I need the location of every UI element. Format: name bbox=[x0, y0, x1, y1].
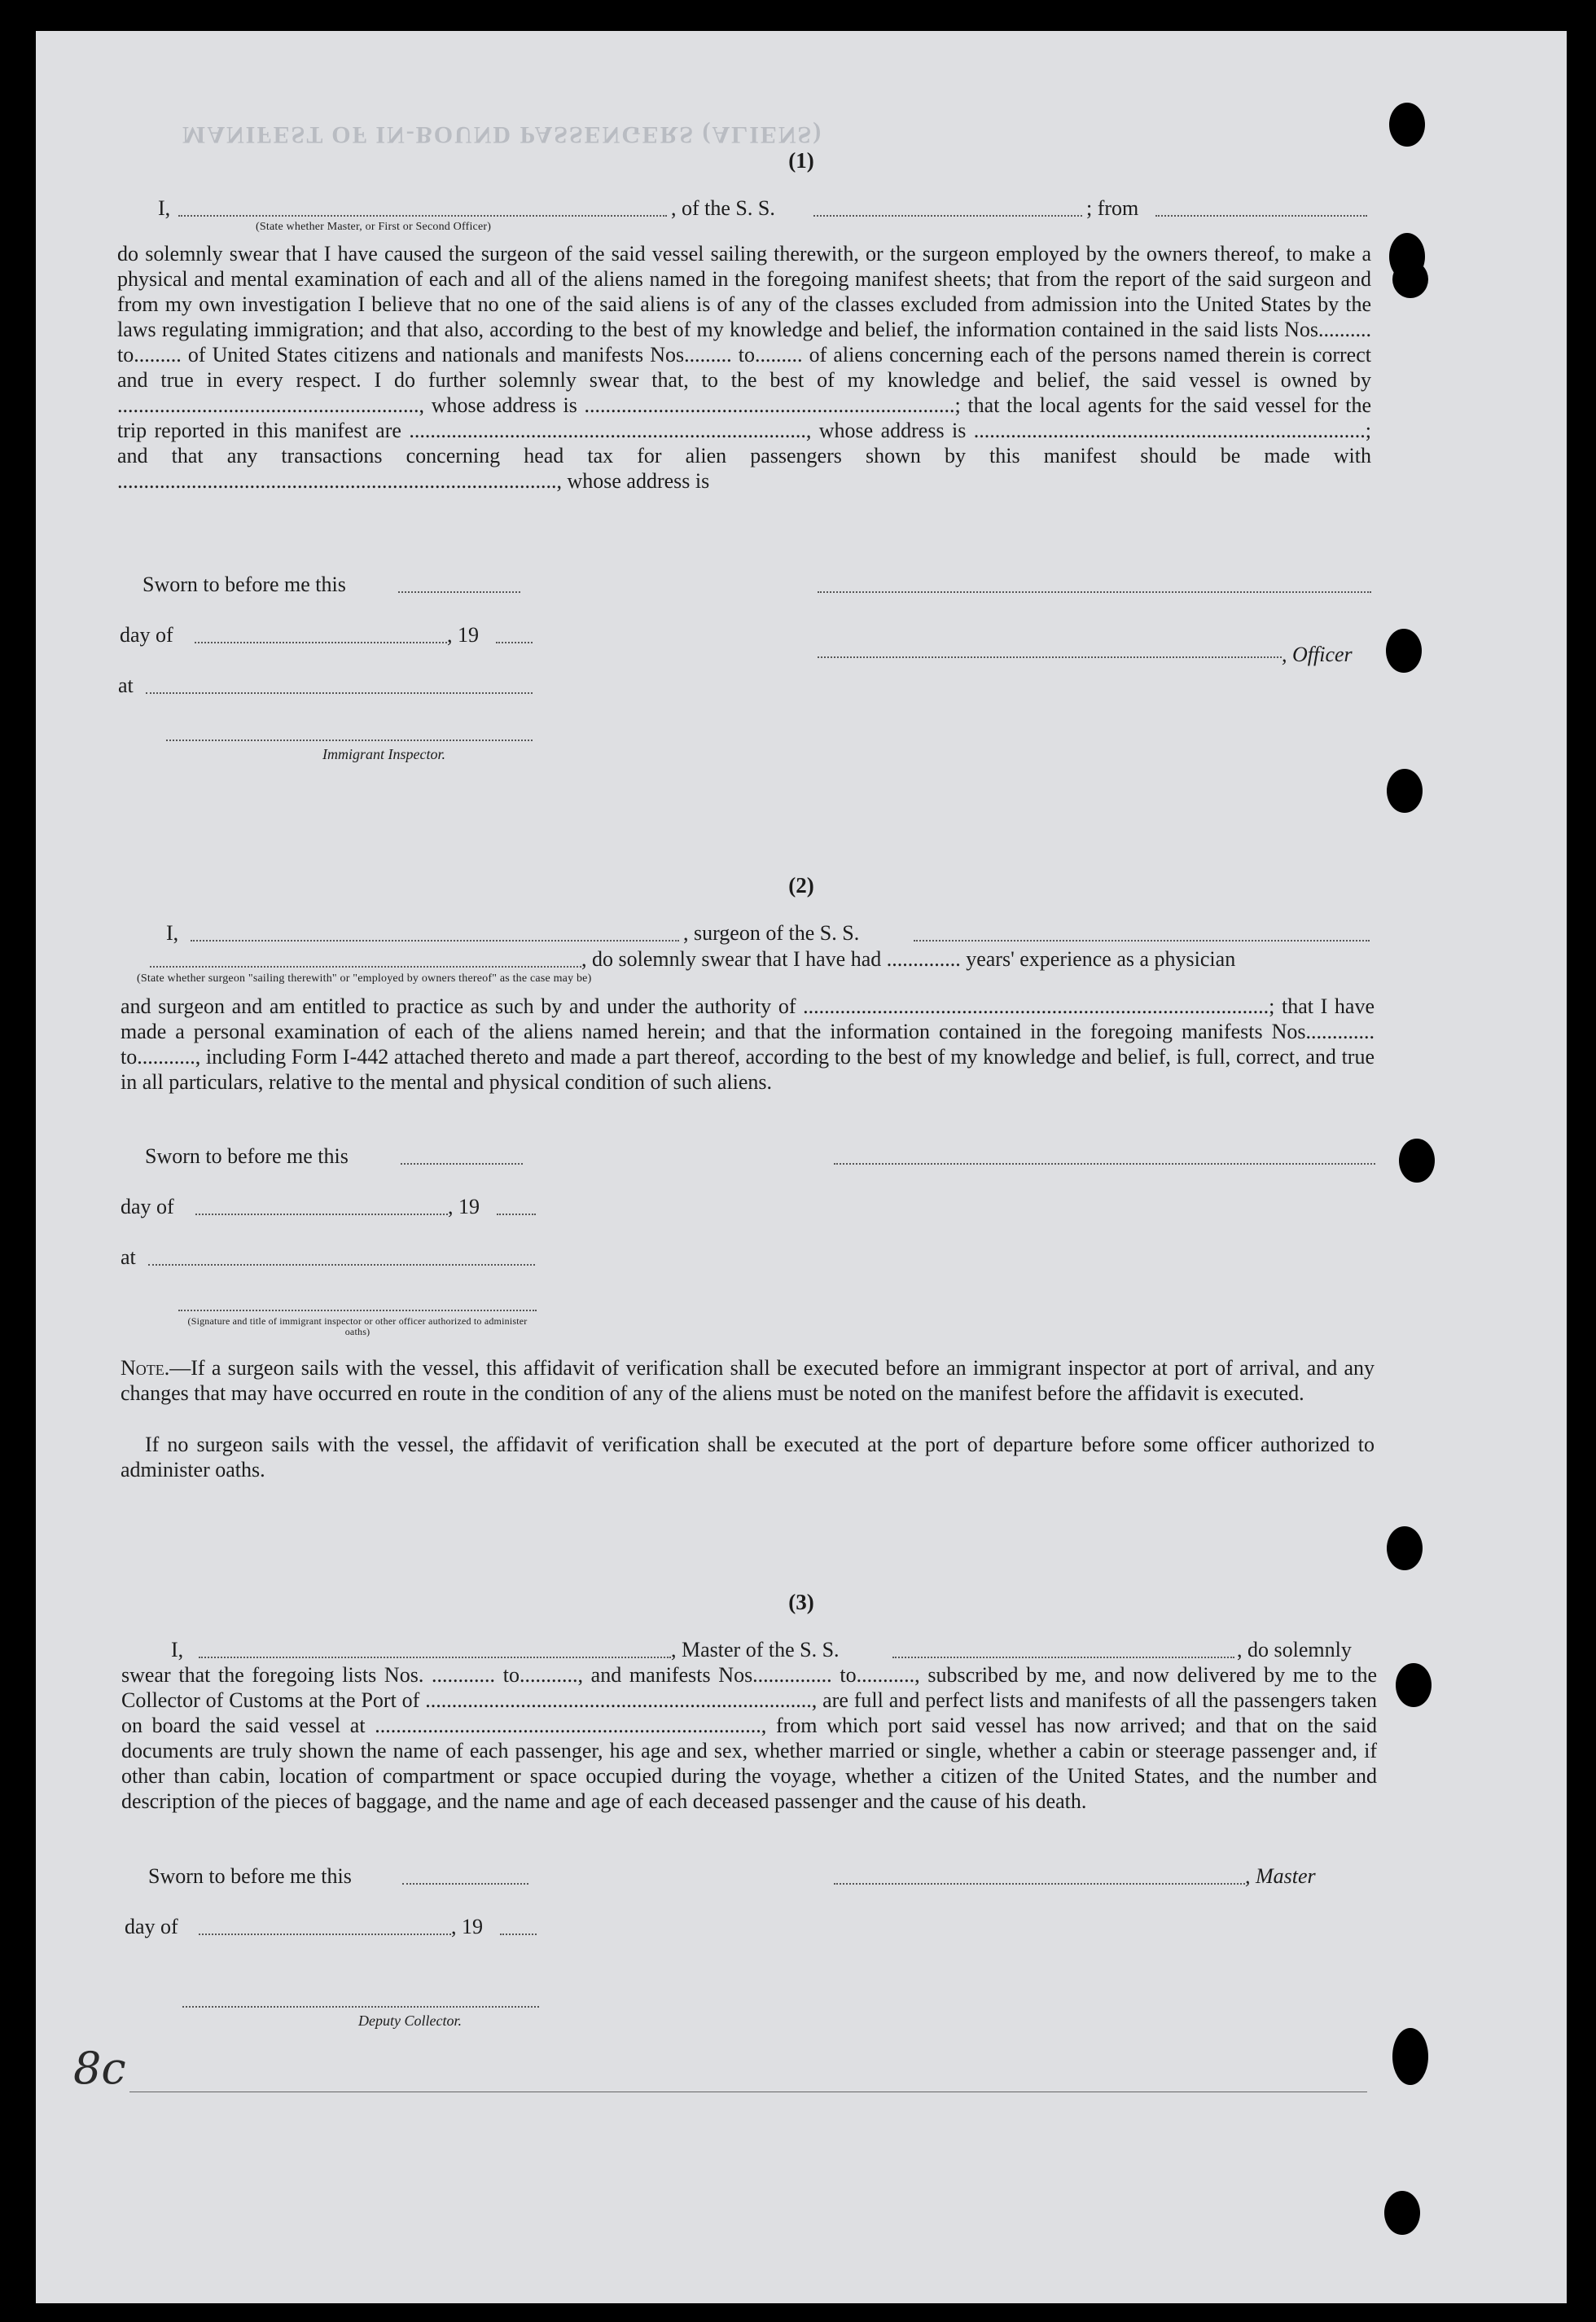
section2-sworn: Sworn to before me this bbox=[145, 1144, 349, 1168]
section3-master-name-field[interactable] bbox=[199, 1657, 671, 1658]
punch-hole bbox=[1387, 769, 1423, 813]
section1-day-field[interactable] bbox=[195, 642, 447, 643]
punch-hole bbox=[1392, 2028, 1428, 2085]
punch-hole bbox=[1384, 2191, 1420, 2235]
officer-label: , Officer bbox=[1282, 643, 1353, 666]
section1-year-field[interactable] bbox=[496, 642, 533, 643]
punch-hole bbox=[1387, 1526, 1423, 1570]
section2-inspector-signature-field[interactable] bbox=[178, 1310, 537, 1311]
section3-prefix: I, bbox=[171, 1638, 184, 1661]
section1-sworn: Sworn to before me this bbox=[142, 573, 346, 596]
surgeon-name-field[interactable] bbox=[191, 940, 679, 942]
inspector-label: Immigrant Inspector. bbox=[322, 746, 445, 762]
section3-number: (3) bbox=[788, 1590, 814, 1614]
section2-number: (2) bbox=[788, 873, 814, 898]
section1-prefix: I, bbox=[158, 196, 171, 220]
section1-body: do solemnly swear that I have caused the surgeon of the said vessel sailing therewith, or the surgeon employed by the owners thereof, to make a physical and mental examination of each and all of the aliens named in the foregoing manifest sheets; that from the report of the said surgeon and from my own investigation I believe that no one of the said aliens is of any of the classes excluded from admission into the United States by the laws regulating immigration; and that also, according to the best of my knowledge and belief, the information contained in the said lists Nos.......... to......... of United States citizens and nationals and manifests Nos......... to......... of aliens concerning each of the persons named therein is correct and true in every respect. I do further solemnly swear that, to the best of my knowledge and belief, the said vessel is owned by ........................................................., whose address is ......................................................................; that the local agents for the said vessel for the trip reported in this manifest are ..........................................................................., whose address is ..........................................................................; and that any transactions concerning head tax for alien passengers shown by this manifest should be made with ..................................................................................., whose address is bbox=[117, 242, 1371, 493]
handwritten-mark: 8c bbox=[73, 2043, 126, 2094]
section3-year: , 19 bbox=[451, 1915, 483, 1938]
section2-line2: , do solemnly swear that I have had .............. years' experience as a physician bbox=[581, 947, 1236, 971]
section2-sworn-field[interactable] bbox=[401, 1163, 523, 1165]
document-page bbox=[36, 31, 1567, 2303]
section3-sworn-field[interactable] bbox=[402, 1883, 528, 1885]
vessel-name-field[interactable] bbox=[813, 215, 1082, 217]
surgeon-status-field[interactable] bbox=[150, 966, 581, 968]
bleed-through-header: MANIFEST OF IN-BOUND PASSENGERS (ALIENS) bbox=[182, 121, 823, 148]
punch-hole bbox=[1399, 1139, 1435, 1183]
master-label: , Master bbox=[1245, 1864, 1316, 1888]
punch-hole bbox=[1396, 1663, 1432, 1707]
punch-hole bbox=[1392, 261, 1428, 298]
master-signature-field[interactable] bbox=[834, 1883, 1245, 1885]
section3-year-field[interactable] bbox=[500, 1934, 537, 1935]
inspector-signature-field[interactable] bbox=[166, 740, 533, 741]
section2-year: , 19 bbox=[448, 1195, 480, 1218]
officer-signature-field[interactable] bbox=[818, 591, 1371, 593]
section2-vessel-field[interactable] bbox=[914, 940, 1370, 942]
section3-sworn: Sworn to before me this bbox=[148, 1864, 352, 1888]
officer-title-field[interactable] bbox=[818, 656, 1282, 658]
section1-year: , 19 bbox=[447, 623, 479, 647]
section3-vessel-field[interactable] bbox=[892, 1657, 1234, 1658]
section2-surgeon-note: (State whether surgeon "sailing therewith" or "employed by owners thereof" as the case may be) bbox=[137, 972, 592, 985]
section1-number: (1) bbox=[788, 148, 814, 173]
section1-at-field[interactable] bbox=[146, 692, 533, 694]
section3-day-field[interactable] bbox=[199, 1934, 451, 1935]
section1-day-of: day of bbox=[120, 623, 173, 647]
section2-note bbox=[121, 1355, 1375, 1406]
note-text: —If a surgeon sails with the vessel, this affidavit of verification shall be executed before an immigrant inspector at port of arrival, and any changes that may have occurred en route in the condition of any of the aliens must be noted on the manifest before the affidavit is executed. bbox=[121, 1356, 1375, 1405]
section2-year-field[interactable] bbox=[497, 1214, 536, 1215]
punch-hole bbox=[1386, 629, 1422, 673]
section3-body: swear that the foregoing lists Nos. ............ to..........., and manifests Nos............... to..........., subscribed by me, and now delivered by me to the Collector of Customs at the Port of ........................................................................., are full and perfect lists and manifests of all the passengers taken on board the said vessel at ........................................................................., from which port said vessel has now arrived; and that on the said documents are truly shown the name of each passenger, his age and sex, whether married or single, whether a cabin or steerage passenger and, if other than cabin, location of compartment or space occupied during the voyage, whether a citizen of the United States, and the number and description of the pieces of baggage, and the name and age of each deceased passenger and the cause of his death. bbox=[121, 1663, 1377, 1813]
section2-prefix: I, bbox=[166, 921, 179, 945]
punch-hole bbox=[1389, 103, 1425, 147]
section1-vessel-label: , of the S. S. bbox=[671, 196, 775, 220]
note-label: Note. bbox=[121, 1356, 170, 1380]
from-port-field[interactable] bbox=[1155, 215, 1367, 217]
collector-label: Deputy Collector. bbox=[358, 2013, 462, 2029]
section2-day-field[interactable] bbox=[195, 1214, 448, 1215]
section3-master-label: , Master of the S. S. bbox=[671, 1638, 840, 1661]
master-name-field[interactable] bbox=[178, 215, 667, 217]
section2-note2: If no surgeon sails with the vessel, the affidavit of verification shall be executed at the port of departure before some officer authorized to administer oaths. bbox=[121, 1433, 1375, 1481]
section3-end-label: , do solemnly bbox=[1237, 1638, 1352, 1661]
surgeon-signature-field[interactable] bbox=[834, 1163, 1375, 1165]
section1-sworn-field[interactable] bbox=[398, 591, 520, 593]
section2-at: at bbox=[121, 1245, 136, 1269]
collector-signature-field[interactable] bbox=[182, 2006, 539, 2008]
section1-from-label: ; from bbox=[1086, 196, 1139, 220]
section2-surgeon-label: , surgeon of the S. S. bbox=[683, 921, 860, 945]
section2-body: and surgeon and am entitled to practice as such by and under the authority of ........................................................................................; that I have made a personal examination of each of the aliens named herein; and that the information contained in the foregoing manifests Nos............. to..........., including Form I-442 attached thereto and made a part thereof, according to the best of my knowledge and belief, is full, correct, and true in all particulars, relative to the mental and physical condition of such aliens. bbox=[121, 994, 1375, 1094]
section3-day-of: day of bbox=[125, 1915, 178, 1938]
section1-officer-note: (State whether Master, or First or Second Officer) bbox=[256, 221, 492, 233]
section2-signature-note: (Signature and title of immigrant inspector or other officer authorized to administer oaths) bbox=[187, 1315, 528, 1337]
section2-day-of: day of bbox=[121, 1195, 174, 1218]
section1-at: at bbox=[118, 674, 134, 697]
section2-at-field[interactable] bbox=[148, 1264, 535, 1266]
